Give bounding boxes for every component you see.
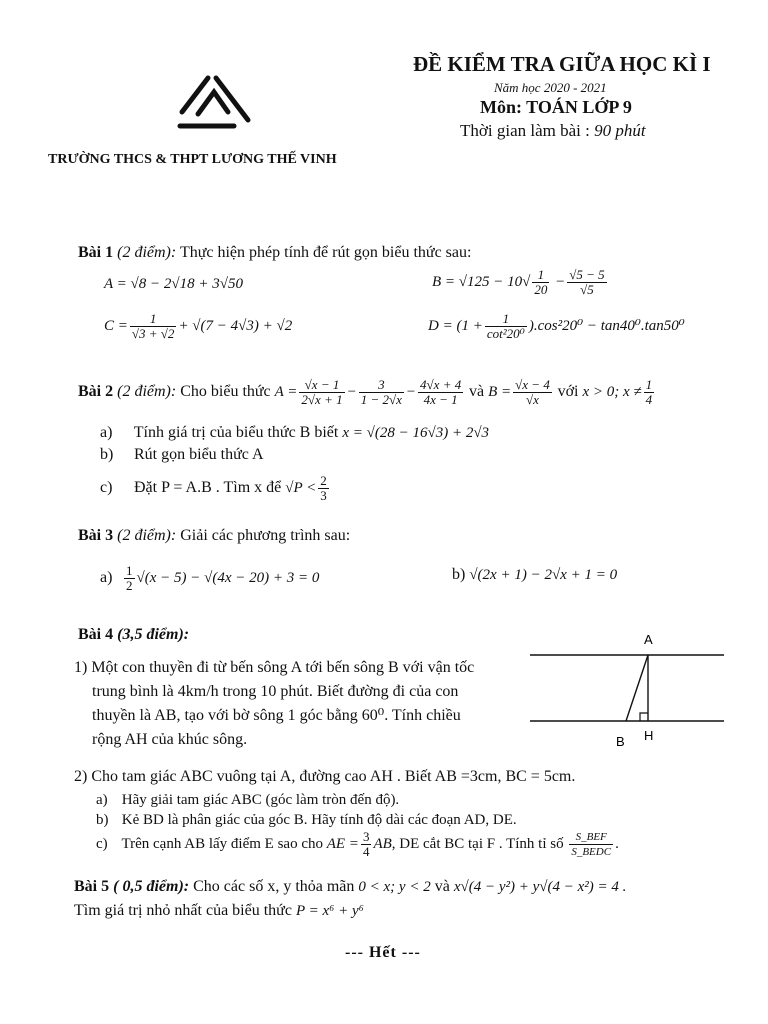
bai3-b-math: √(2x + 1) − 2√x + 1 = 0 bbox=[469, 567, 618, 583]
bai2-cond-prefix: với bbox=[557, 382, 579, 400]
point-B-label: B bbox=[616, 734, 625, 749]
bai4-p2: 2) Cho tam giác ABC vuông tại A, đường cao AH . Biết AB =3cm, BC = 5cm. bbox=[74, 768, 576, 785]
bai4-p2-item-c bbox=[96, 830, 619, 859]
bai2-cond bbox=[582, 377, 656, 407]
bai1-C bbox=[104, 312, 292, 341]
bai2-item-c bbox=[100, 474, 331, 503]
bai2-item-b bbox=[100, 446, 264, 464]
bai2-A-minus2: − bbox=[405, 383, 417, 400]
item-math: √P < bbox=[285, 480, 317, 497]
frac-den: √5 bbox=[580, 282, 594, 297]
frac-num: 3 bbox=[362, 829, 370, 844]
bai1-D-suffix: ).cos²20⁰ − tan40⁰.tan50⁰ bbox=[528, 317, 685, 334]
bai5-and: và bbox=[434, 878, 450, 895]
bai4-label: Bài 4 bbox=[78, 626, 114, 643]
c-ratio-frac bbox=[569, 830, 613, 859]
bai1-D-prefix: D = (1 + bbox=[428, 317, 483, 334]
bai1-label: Bài 1 bbox=[78, 244, 114, 261]
item-marker: a) bbox=[96, 792, 108, 808]
frac-den: √3 + √2 bbox=[131, 326, 175, 341]
item-text: Hãy giải tam giác ABC (góc làm tròn đến độ). bbox=[121, 792, 400, 808]
bai2-text: Cho biểu thức bbox=[180, 382, 271, 400]
c-ab: AB bbox=[373, 835, 392, 852]
frac-den: 2√x + 1 bbox=[301, 392, 343, 407]
bai2-B-prefix: B = bbox=[488, 383, 512, 400]
bai1-D-frac bbox=[485, 312, 527, 341]
frac-den: 2 bbox=[126, 578, 133, 593]
bai1-heading bbox=[78, 244, 471, 262]
frac-num: 1 bbox=[126, 563, 133, 578]
frac-den: 3 bbox=[320, 488, 327, 503]
end-marker: --- Hết --- bbox=[345, 944, 421, 961]
bai3-a-frac bbox=[124, 564, 135, 593]
bai2-A-frac2 bbox=[359, 378, 404, 407]
bai2-A-frac3 bbox=[418, 378, 463, 407]
bai3-text: Giải các phương trình sau: bbox=[180, 527, 351, 544]
school-name: TRƯỜNG THCS & THPT LƯƠNG THẾ VINH bbox=[48, 152, 337, 167]
item-marker: c) bbox=[96, 835, 108, 852]
frac-den: √x bbox=[526, 392, 539, 407]
item-marker: a) bbox=[100, 424, 113, 441]
bai2-A-frac1 bbox=[299, 378, 344, 407]
bai3-points: (2 điểm): bbox=[117, 527, 177, 544]
bai2-A-minus1: − bbox=[346, 383, 357, 400]
item-text: Rút gọn biểu thức A bbox=[134, 446, 264, 463]
bai2-c-frac bbox=[318, 474, 329, 503]
item-math: x = √(28 − 16√3) + 2√3 bbox=[342, 425, 490, 441]
time-label: Thời gian làm bài : bbox=[460, 121, 590, 140]
bai5-line2 bbox=[74, 902, 364, 920]
bai1-points: (2 điểm): bbox=[117, 244, 177, 261]
frac-num: 1 bbox=[532, 268, 549, 283]
frac-den: 20 bbox=[534, 282, 548, 297]
bai2-heading bbox=[78, 378, 656, 407]
bai1-B-frac2 bbox=[567, 268, 606, 297]
item-marker: b) bbox=[452, 566, 466, 583]
bai2-B bbox=[488, 377, 557, 407]
bai1-D bbox=[428, 312, 685, 341]
bai4-points: (3,5 điểm): bbox=[117, 626, 190, 643]
frac-num: 1 bbox=[645, 377, 653, 392]
item-text: Tính giá trị của biểu thức B biết bbox=[133, 424, 339, 441]
bai2-B-frac bbox=[513, 378, 552, 407]
bai5-P: P = x⁶ + y⁶ bbox=[295, 903, 364, 919]
school-logo bbox=[170, 72, 260, 134]
bai2-label: Bài 2 bbox=[78, 382, 114, 400]
bai4-p1 bbox=[74, 656, 534, 752]
bai1-B-prefix: B = √125 − 10√ bbox=[432, 273, 531, 290]
bai2-points: (2 điểm): bbox=[117, 382, 177, 400]
item-marker: b) bbox=[96, 812, 109, 828]
bai1-text: Thực hiện phép tính để rút gọn biểu thức sau: bbox=[179, 244, 472, 261]
bai2-item-a bbox=[100, 424, 489, 442]
c-end: . bbox=[615, 835, 619, 852]
school-year: Năm học 2020 - 2021 bbox=[494, 80, 607, 95]
frac-num: √x − 1 bbox=[299, 378, 344, 393]
frac-num: 3 bbox=[359, 378, 404, 393]
bai2-cond-frac bbox=[644, 378, 655, 407]
segment-AB bbox=[626, 655, 648, 721]
time-value: 90 phút bbox=[594, 121, 646, 140]
c-ae: AE = bbox=[326, 835, 359, 852]
item-text: Đặt P = A.B . Tìm x để bbox=[134, 479, 282, 497]
frac-num: √x − 4 bbox=[515, 377, 550, 392]
frac-den: 4 bbox=[362, 844, 370, 859]
bai1-C-prefix: C = bbox=[104, 317, 128, 334]
bai1-A: A = √8 − 2√18 + 3√50 bbox=[104, 276, 243, 292]
frac-den: 1 − 2√x bbox=[360, 392, 402, 407]
frac-den: 4 bbox=[645, 392, 653, 407]
bai4-p2-items bbox=[96, 790, 517, 830]
bai4-p1-line: rộng AH của khúc sông. bbox=[92, 731, 248, 748]
bai4-p2-item-b bbox=[96, 810, 517, 830]
bai4-p2-item-a bbox=[96, 790, 517, 810]
frac-num: 4√x + 4 bbox=[420, 377, 462, 392]
subject: Môn: TOÁN LỚP 9 bbox=[480, 97, 632, 117]
bai3-a bbox=[100, 564, 319, 593]
bai2-A-prefix: A = bbox=[274, 383, 298, 400]
bai1-C-suffix: + √(7 − 4√3) + √2 bbox=[178, 317, 293, 334]
item-marker: b) bbox=[100, 446, 114, 463]
exam-time bbox=[460, 121, 646, 141]
point-H-label: H bbox=[644, 728, 654, 743]
river-diagram bbox=[530, 628, 730, 752]
bai5-points: ( 0,5 điểm): bbox=[113, 878, 190, 895]
frac-num: 2 bbox=[320, 473, 327, 488]
frac-den: S_BEDC bbox=[571, 846, 612, 858]
frac-num: S_BEF bbox=[569, 830, 613, 845]
bai2-and: và bbox=[468, 382, 485, 400]
bai5-cond: 0 < x; y < 2 bbox=[358, 879, 431, 895]
bai1-B bbox=[432, 268, 609, 297]
item-marker: a) bbox=[100, 569, 113, 587]
bai4-heading bbox=[78, 626, 189, 644]
frac-num: 1 bbox=[485, 312, 527, 327]
bai4-p1-line: thuyền là AB, tạo với bờ sông 1 góc bằng 60⁰. Tính chiều bbox=[92, 707, 461, 724]
bai1-C-frac bbox=[130, 312, 177, 341]
right-angle-mark bbox=[640, 713, 648, 721]
bai3-a-math: √(x − 5) − √(4x − 20) + 3 = 0 bbox=[136, 570, 320, 587]
frac-num: 1 bbox=[130, 312, 177, 327]
exam-title: ĐỀ KIỂM TRA GIỮA HỌC KÌ I bbox=[413, 52, 711, 76]
bai3-label: Bài 3 bbox=[78, 527, 114, 544]
c-ae-frac bbox=[361, 830, 372, 859]
item-marker: c) bbox=[100, 479, 113, 497]
bai3-b bbox=[452, 566, 617, 584]
bai3-heading bbox=[78, 527, 350, 545]
item-text: Trên cạnh AB lấy điểm E sao cho bbox=[121, 835, 323, 852]
point-A-label: A bbox=[644, 632, 653, 647]
bai1-B-minus: − bbox=[555, 273, 566, 290]
bai2-cond-text: x > 0; x ≠ bbox=[582, 383, 642, 400]
bai5-line1 bbox=[74, 878, 626, 896]
frac-den: 4x − 1 bbox=[423, 392, 458, 407]
bai5-label: Bài 5 bbox=[74, 878, 110, 895]
frac-den: cot²20⁰ bbox=[486, 326, 525, 341]
bai1-B-frac bbox=[532, 268, 549, 297]
bai5-eq: x√(4 − y²) + y√(4 − x²) = 4 . bbox=[453, 879, 627, 895]
bai5-text1: Cho các số x, y thỏa mãn bbox=[193, 878, 355, 895]
item-text2: , DE cắt BC tại F . Tính tỉ số bbox=[391, 835, 564, 852]
bai2-A bbox=[274, 377, 469, 407]
frac-num: √5 − 5 bbox=[569, 267, 605, 282]
item-text: Kẻ BD là phân giác của góc B. Hãy tính độ dài các đoạn AD, DE. bbox=[121, 812, 517, 828]
bai4-p1-line: 1) Một con thuyền đi từ bến sông A tới bến sông B với vận tốc bbox=[74, 659, 475, 676]
bai4-p1-line: trung bình là 4km/h trong 10 phút. Biết đường đi của con bbox=[92, 683, 459, 700]
bai5-text2: Tìm giá trị nhỏ nhất của biểu thức bbox=[74, 902, 292, 919]
